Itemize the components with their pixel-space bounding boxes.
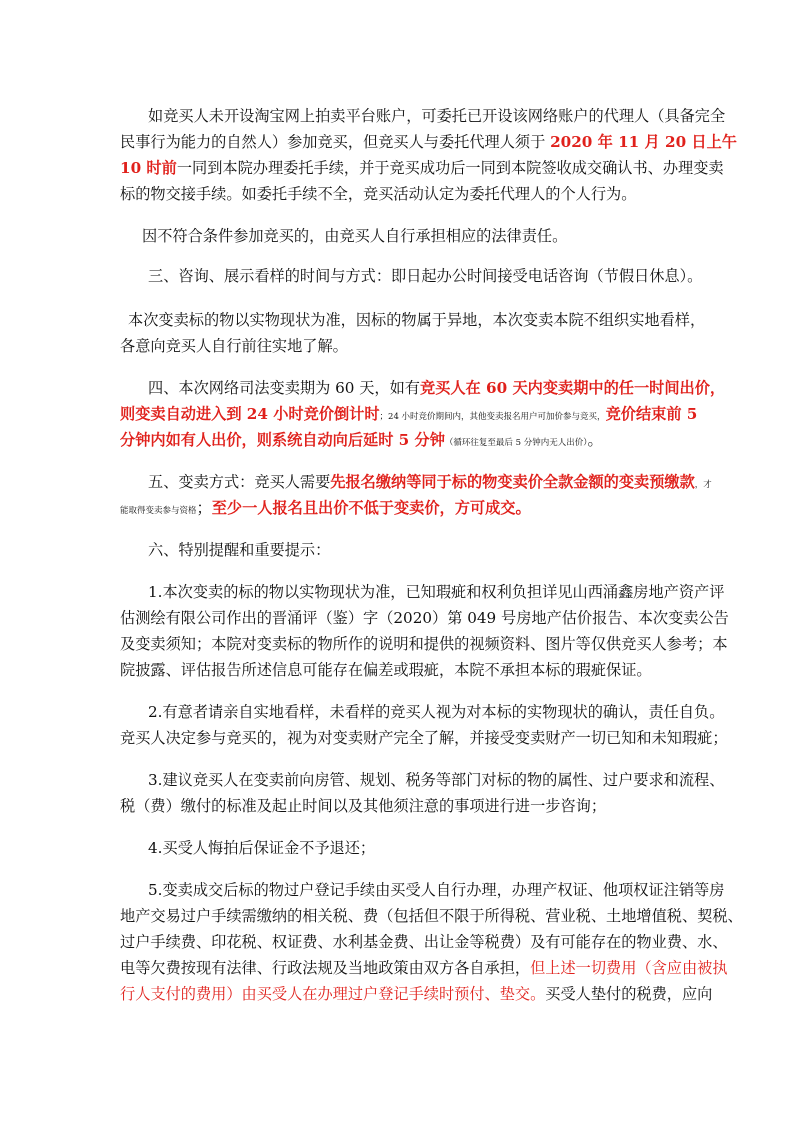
item-1-line-3	[120, 634, 728, 654]
small-note: （循环往复至最后 5 分钟内无人出价）	[444, 438, 588, 448]
item-5-line-4	[120, 958, 728, 978]
item-5-line-5	[120, 984, 712, 1004]
item-5-line-3	[120, 932, 728, 952]
text: 1.本次变卖的标的物以实物现状为准，已知瑕疵和权利负担详见山西涌鑫房地产资产评	[148, 583, 725, 601]
text: ；	[196, 499, 212, 517]
text: 三、咨询、展示看样的时间与方式：即日起办公时间接受电话咨询（节假日休息）。	[148, 267, 703, 285]
text: 电等欠费按现有法律、行政法规及当地政策由双方各自承担，	[120, 959, 531, 977]
item-1-line-2	[120, 608, 729, 628]
text: 如竞买人未开设淘宝网上拍卖平台账户，可委托已开设该网络账户的代理人（具备完全	[148, 107, 726, 125]
text: 六、特别提醒和重要提示：	[148, 541, 331, 559]
text: 因不符合条件参加竞买的，由竞买人自行承担相应的法律责任。	[142, 227, 568, 245]
text: 竞买人决定参与竞买的，视为对变卖财产完全了解，并接受变卖财产一切已知和未知瑕疵；	[120, 729, 728, 747]
deadline-time: 10 时前	[120, 159, 177, 177]
small-note: ；24 小时竞价期间内，其他变卖报名用户可加价参与竞买，	[379, 412, 606, 422]
para-proxy-line-4	[120, 184, 636, 204]
text: 本次变卖标的物以实物现状为准，因标的物属于异地，本次变卖本院不组织实地看样，	[128, 311, 706, 329]
text: 民事行为能力的自然人）参加竞买，但竞买人与委托代理人须于	[120, 133, 551, 151]
highlight: 竞买人在 60 天内变卖期中的任一时间出价，	[419, 379, 726, 397]
item-5-line-2	[120, 906, 743, 926]
text: 5.变卖成交后标的物过户登记手续由买受人自行办理，办理产权证、他项权证注销等房	[148, 881, 725, 899]
text: 买受人垫付的税费，应向	[545, 985, 713, 1003]
text: 过户手续费、印花税、权证费、水利基金费、出让金等税费）及有可能存在的物业费、水、	[120, 933, 728, 951]
text: 2.有意者请亲自实地看样，未看样的竞买人视为对本标的实物现状的确认，责任自负。	[148, 703, 725, 721]
text: 地产交易过户手续需缴纳的相关税、费（包括但不限于所得税、营业税、土地增值税、契税、	[120, 907, 743, 925]
text: 院披露、评估报告所述信息可能存在偏差或瑕疵，本院不承担本标的瑕疵保证。	[120, 661, 652, 679]
text: 各意向竞买人自行前往实地了解。	[120, 337, 348, 355]
text: 及变卖须知；本院对变卖标的物所作的说明和提供的视频资料、图片等仅供竞买人参考；本	[120, 635, 728, 653]
para-viewing-line-1	[128, 310, 705, 330]
highlight: 分钟内如有人出价，则系统自动向后延时 5 分钟	[120, 431, 445, 449]
text: 五、变卖方式：竞买人需要	[148, 473, 331, 491]
item-3-line-1	[148, 770, 724, 790]
para-liability	[142, 226, 567, 246]
small-note: ，才	[694, 480, 712, 490]
highlight: 则变卖自动进入到 24 小时竞价倒计时	[120, 405, 380, 423]
item-2-line-1	[148, 702, 724, 722]
item-1-line-4	[120, 660, 652, 680]
para-viewing-line-2	[120, 336, 348, 356]
para-proxy-line-2	[120, 132, 737, 152]
text: 四、本次网络司法变卖期为 60 天，如有	[148, 379, 420, 397]
text: 税（费）缴付的标准及起止时间以及其他须注意的事项进行进一步咨询；	[120, 797, 606, 815]
text: 。	[587, 431, 603, 449]
text: 估测绘有限公司作出的晋涌评（鉴）字（2020）第 049 号房地产估价报告、本次变卖公告	[120, 609, 729, 627]
highlight: 竞价结束前 5	[605, 405, 698, 423]
highlight: 行人支付的费用）由买受人在办理过户登记手续时预付、垫交。	[120, 985, 546, 1003]
section-5-line-2	[120, 498, 531, 521]
section-5-line-1	[148, 472, 712, 495]
para-proxy-line-3	[120, 158, 724, 178]
section-4-line-3	[120, 430, 603, 453]
item-3-line-2	[120, 796, 606, 816]
text: 3.建议竞买人在变卖前向房管、规划、税务等部门对标的物的属性、过户要求和流程、	[148, 771, 725, 789]
item-4	[148, 838, 375, 858]
small-note: 能取得变卖参与资格	[120, 506, 197, 516]
item-1-line-1	[148, 582, 724, 602]
item-5-line-1	[148, 880, 724, 900]
text: 一同到本院办理委托手续，并于竞买成功后一同到本院签收成交确认书、办理变卖	[176, 159, 724, 177]
deadline-date: 2020 年 11 月 20 日上午	[550, 133, 737, 151]
section-3-consultation	[148, 266, 702, 286]
section-4-line-2	[120, 404, 697, 427]
highlight: 至少一人报名且出价不低于变卖价，方可成交。	[211, 499, 531, 517]
section-6-heading	[148, 540, 330, 560]
highlight: 但上述一切费用（含应由被执	[530, 959, 728, 977]
text: 4.买受人悔拍后保证金不予退还；	[148, 839, 376, 857]
highlight: 先报名缴纳等同于标的物变卖价全款金额的变卖预缴款	[330, 473, 695, 491]
item-2-line-2	[120, 728, 728, 748]
text: 标的物交接手续。如委托手续不全，竞买活动认定为委托代理人的个人行为。	[120, 185, 637, 203]
para-proxy-line-1	[148, 106, 725, 126]
section-4-line-1	[148, 378, 725, 398]
